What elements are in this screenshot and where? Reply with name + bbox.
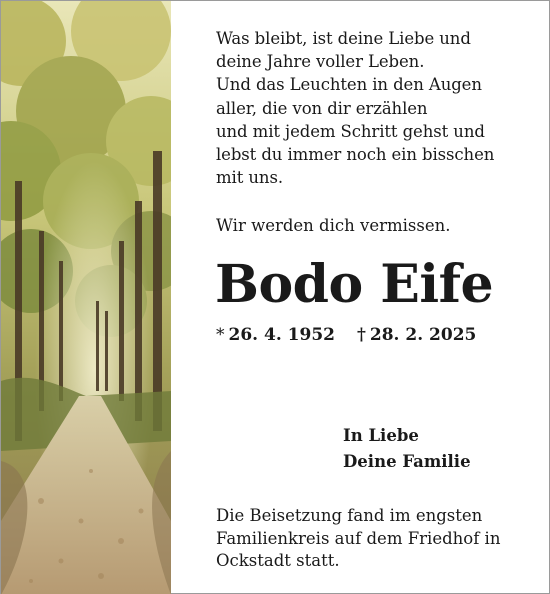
poem-line: und mit jedem Schritt gehst und bbox=[216, 121, 485, 141]
funeral-line: Die Beisetzung fand im engsten bbox=[216, 506, 483, 525]
poem-line: aller, die von dir erzählen bbox=[216, 98, 428, 118]
poem-line: Und das Leuchten in den Augen bbox=[216, 75, 482, 95]
poem-text bbox=[216, 27, 541, 189]
poem-line: Was bleibt, ist deine Liebe und bbox=[216, 29, 471, 48]
funeral-notice bbox=[216, 505, 500, 573]
life-dates bbox=[216, 323, 476, 347]
funeral-line: Familienkreis auf dem Friedhof in bbox=[216, 528, 501, 548]
funeral-line: Ockstadt statt. bbox=[216, 551, 340, 570]
signature bbox=[343, 423, 471, 475]
cross-icon: † bbox=[356, 325, 366, 345]
death-date: 28. 2. 2025 bbox=[369, 325, 477, 345]
poem-line: deine Jahre voller Leben. bbox=[216, 52, 425, 72]
death-group bbox=[357, 325, 476, 345]
birth-symbol: * bbox=[216, 325, 225, 345]
farewell-line: Wir werden dich vermissen. bbox=[216, 216, 451, 235]
signature-line: In Liebe bbox=[343, 426, 419, 445]
forest-path-photo bbox=[1, 1, 171, 594]
signature-line: Deine Familie bbox=[343, 452, 471, 471]
poem-line: mit uns. bbox=[216, 168, 283, 188]
deceased-name: Bodo Eife bbox=[215, 254, 494, 315]
forest-path-illustration bbox=[1, 1, 171, 594]
birth-date: 26. 4. 1952 bbox=[228, 325, 335, 345]
poem-line: lebst du immer noch ein bisschen bbox=[216, 145, 495, 165]
